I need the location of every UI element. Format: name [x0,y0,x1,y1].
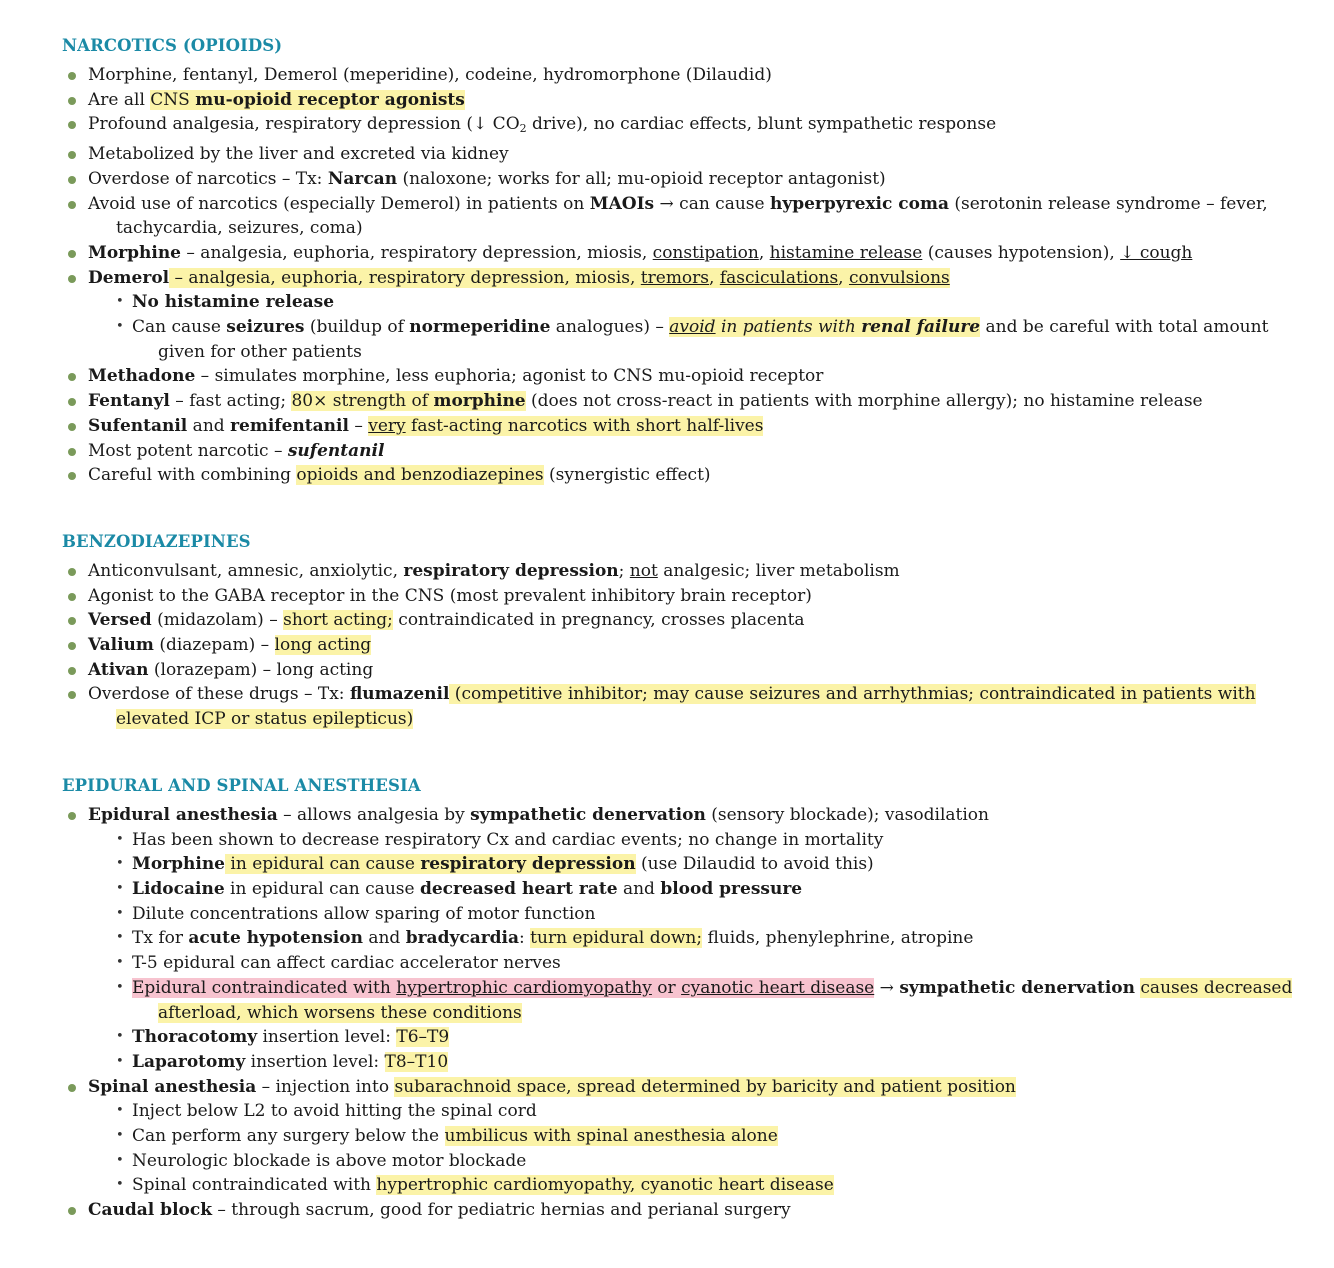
list-item: Overdose of narcotics – Tx: Narcan (naloxone; works for all; mu-opioid receptor antagonist) [62,167,1304,192]
list-item: Caudal block – through sacrum, good for pediatric hernias and perianal surgery [62,1198,1304,1223]
list-item: Fentanyl – fast acting; 80× strength of morphine (does not cross-react in patients with morphine allergy); no histamine release [62,389,1304,414]
sub-list-item: • Spinal contraindicated with hypertrophic cardiomyopathy, cyanotic heart disease [106,1173,1304,1198]
list-item: Are all CNS mu-opioid receptor agonists [62,88,1304,113]
section-benzodiazepines [62,532,1304,732]
list-item: Overdose of these drugs – Tx: flumazenil (competitive inhibitor; may cause seizures and arrhythmias; contraindicated in patients with elevated ICP or status epilepticus) [62,682,1304,731]
sub-list-item: • Neurologic blockade is above motor blockade [106,1149,1304,1174]
sub-list-item: • Epidural contraindicated with hypertrophic cardiomyopathy or cyanotic heart disease → sympathetic denervation causes decreased afterload, which worsens these conditions [106,976,1304,1025]
sub-list [88,290,1304,364]
list-item: Avoid use of narcotics (especially Demerol) in patients on MAOIs → can cause hyperpyrexic coma (serotonin release syndrome – fever, tachycardia, seizures, coma) [62,192,1304,241]
list-item: Spinal anesthesia – injection into subarachnoid space, spread determined by baricity and patient position • Inject below L2 to avoid hitting the spinal cord • Can perform any surgery below the umbilicus with spinal anesthesia alone • Neurologic blockade is above motor blockade • Spinal contraindicated with hypertrophic cardiomyopathy, cyanotic heart disease [62,1075,1304,1199]
list-item: Profound analgesia, respiratory depression (↓ $CO_2$ drive), no cardiac effects, blunt sympathetic response [62,112,1304,142]
bullet-list [62,803,1304,1223]
list-item: Epidural anesthesia – allows analgesia by sympathetic denervation (sensory blockade); vasodilation • Has been shown to decrease respiratory Cx and cardiac events; no change in mortality • Morphine in epidural can cause respiratory depression (use Dilaudid to avoid this) • Lidocaine in epidural can cause decreased heart rate and blood pressure • Dilute concentrations allow sparing of motor function • Tx for acute hypotension and bradycardia: turn epidural down; fluids, phenylephrine, atropine • T-5 epidural can affect cardiac accelerator nerves • Epidural contraindicated with hypertrophic cardiomyopathy or cyanotic heart disease → sympathetic denervation causes decreased afterload, which worsens these conditions • Thoracotomy insertion level: T6–T9 • Laparotomy insertion level: T8–T10 [62,803,1304,1075]
sub-list-item: • Laparotomy insertion level: T8–T10 [106,1050,1304,1075]
sub-list-item: • Thoracotomy insertion level: T6–T9 [106,1025,1304,1050]
sub-list-item: • Has been shown to decrease respiratory Cx and cardiac events; no change in mortality [106,828,1304,853]
sub-list-item: • Can cause seizures (buildup of normeperidine analogues) – avoid in patients with renal failure and be careful with total amount given for other patients [106,315,1304,364]
list-item: Metabolized by the liver and excreted via kidney [62,142,1304,167]
sub-list-item: • No histamine release [106,290,1304,315]
down-arrow-icon: ↓ [473,114,488,135]
bullet-list [62,559,1304,732]
bullet-list [62,63,1304,488]
list-item: Careful with combining opioids and benzodiazepines (synergistic effect) [62,463,1304,488]
list-item: Methadone – simulates morphine, less euphoria; agonist to CNS mu-opioid receptor [62,364,1304,389]
section-heading: BENZODIAZEPINES [62,531,251,551]
sub-list-item: • Tx for acute hypotension and bradycardia: turn epidural down; fluids, phenylephrine, atropine [106,926,1304,951]
list-item: Morphine – analgesia, euphoria, respiratory depression, miosis, constipation, histamine release (causes hypotension), ↓ cough [62,241,1304,266]
section-heading: EPIDURAL AND SPINAL ANESTHESIA [62,775,421,795]
sub-list-item: • Morphine in epidural can cause respiratory depression (use Dilaudid to avoid this) [106,852,1304,877]
sub-list-item: • Can perform any surgery below the umbilicus with spinal anesthesia alone [106,1124,1304,1149]
list-item: Demerol – analgesia, euphoria, respiratory depression, miosis, tremors, fasciculations, convulsions • No histamine release • Can cause seizures (buildup of normeperidine analogues) – avoid in patients with renal failure and be careful with total amount given for other patients [62,266,1304,365]
section-narcotics [62,36,1304,488]
section-heading: NARCOTICS (OPIOIDS) [62,36,283,55]
sub-list-item: • Lidocaine in epidural can cause decreased heart rate and blood pressure [106,877,1304,902]
sub-list-item: • Dilute concentrations allow sparing of motor function [106,902,1304,927]
list-item: Valium (diazepam) – long acting [62,633,1304,658]
list-item: Ativan (lorazepam) – long acting [62,658,1304,683]
list-item: Morphine, fentanyl, Demerol (meperidine), codeine, hydromorphone (Dilaudid) [62,63,1304,88]
sub-list-item: • T-5 epidural can affect cardiac accelerator nerves [106,951,1304,976]
sub-list-item: • Inject below L2 to avoid hitting the spinal cord [106,1099,1304,1124]
list-item: Sufentanil and remifentanil – very fast-acting narcotics with short half-lives [62,414,1304,439]
list-item: Versed (midazolam) – short acting; contraindicated in pregnancy, crosses placenta [62,608,1304,633]
list-item: Agonist to the GABA receptor in the CNS (most prevalent inhibitory brain receptor) [62,584,1304,609]
list-item: Anticonvulsant, amnesic, anxiolytic, respiratory depression; not analgesic; liver metabolism [62,559,1304,584]
list-item: Most potent narcotic – sufentanil [62,439,1304,464]
section-epidural-spinal [62,776,1304,1223]
sub-list [88,828,1304,1075]
sub-list [88,1099,1304,1198]
